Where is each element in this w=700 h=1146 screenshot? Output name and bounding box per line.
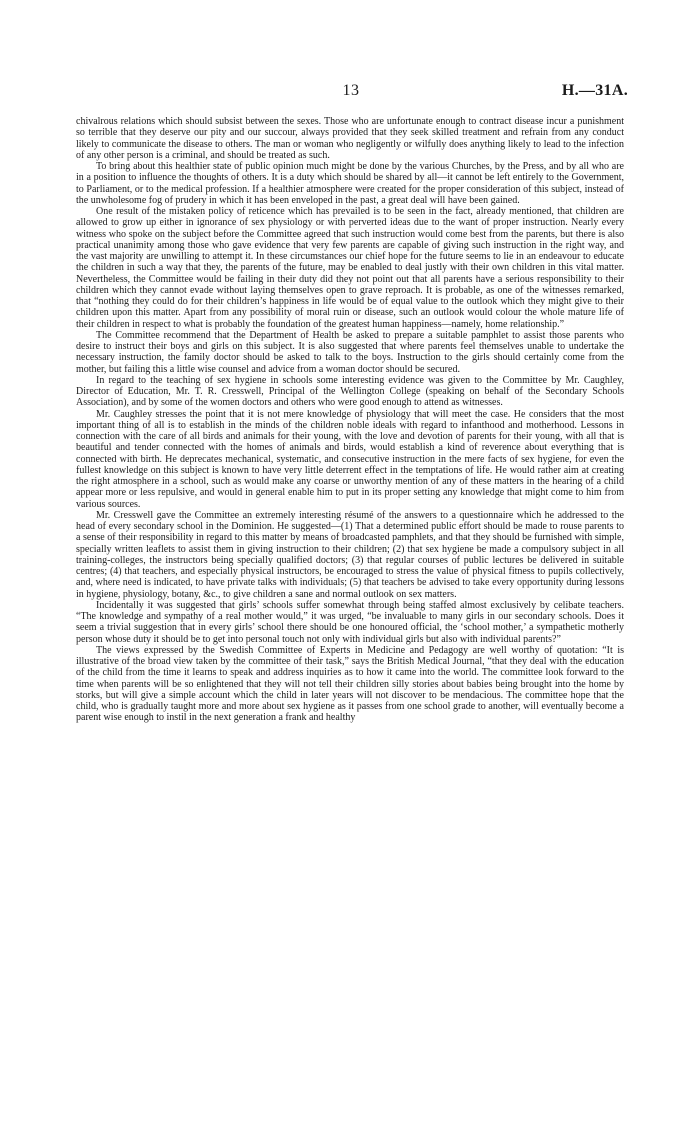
paragraph-recommendation-pamphlet: The Committee recommend that the Department of Health be asked to prepare a suitable pamphlet to assist those parents who desire to instruct their boys and girls on this subject. It is also suggested that where parents feel themselves unable to undertake the necessary instruction, the family doctor should be asked to talk to the boys. Instruction to the girls should certainly come from the mother, but failing this a little wise counsel and advice from a woman doctor should be secured. [76,329,624,375]
paragraph-caughley: Mr. Caughley stresses the point that it is not mere knowledge of physiology that will meet the case. He considers that the most important thing of all is to establish in the minds of the children noble ideals with regard to infanthood and motherhood. Lessons in connection with the care of all birds and animals for their young, with the love and devotion of parents for their young, with all that is beautiful and tender connected with the homes of animals and birds, would establish a kind of reverence about everything that is connected with birth. He deprecates mechanical, systematic, and consecutive instruction in the mere facts of sex hygiene, for even the fullest knowledge on this subject is known to have very little deterrent effect in the temptations of life. He would rather aim at creating the right atmosphere in a school, such as would make any coarse or unworthy mention of any of these matters in the hearing of a child appear more or less repulsive, and would in general enable him to put in its proper setting any knowledge that might come to him from various sources. [76,408,624,510]
paragraph-public-opinion: To bring about this healthier state of public opinion much might be done by the various Churches, by the Press, and by all who are in a position to influence the thoughts of others. It is a duty which should be shared by all—it cannot be left entirely to the Government, to Parliament, or to the medical profession. If a healthier atmosphere were created for the proper consideration of this subject, instead of the unwholesome fog of prudery in which it has been enveloped in the past, a great deal will have been gained. [76,161,624,206]
paragraph-reticence: One result of the mistaken policy of reticence which has prevailed is to be seen in the fact, already mentioned, that children are allowed to grow up either in ignorance of sex physiology or with perverted ideas due to the want of proper instruction. Nearly every witness who spoke on the subject before the Committee agreed that such instruction would come best from the parents, but there is also practical unanimity among those who gave evidence that very few parents are capable of giving such instruction in the right way, and the vast majority are unwilling to attempt it. In these circumstances our chief hope for the future seems to lie in an endeavour to educate the children in such a way that they, the parents of the future, may be enabled to deal justly with their own children in this vital matter. Nevertheless, the Committee would be failing in their duty did they not point out that all parents have a serious responsibility to their children which they cannot evade without laying themselves open to grave reproach. It is probable, as one of the witnesses remarked, that “nothing they could do for their children’s happiness in life would be of equal value to the outlook which they might give to their children upon this matter. Apart from any possibility of moral ruin or disease, such an outlook would colour the whole mature life of their children in respect to what is probably the foundation of the greatest human happiness—namely, home relationship.” [76,206,624,330]
page-header [76,82,626,102]
document-reference: H.—31A. [561,82,628,99]
paragraph-swedish-committee: The views expressed by the Swedish Committee of Experts in Medicine and Pedagogy are well worthy of quotation: “It is illustrative of the broad view taken by the committee of their task,” says the British Medical Journal, “that they deal with the education of the child from the time it learns to speak and address inquiries as to how it came into the world. The committee look forward to the time when parents will be so enlightened that they will not tell their children silly stories about babies being brought into the home by storks, but will give a simple account which the child in later years will not discover to be mendacious. The committee hope that the child, who is gradually taught more and more about sex hygiene as it passes from one school grade to another, will eventually become a parent wise enough to instil in the next generation a frank and healthy [76,644,624,724]
body-text [76,116,624,724]
paragraph-continuation: chivalrous relations which should subsist between the sexes. Those who are unfortunate enough to contract disease incur a punishment so terrible that they deserve our pity and our succour, always provided that they seek skilled treatment and refrain from any conduct likely to communicate the disease to others. The man or woman who negligently or wilfully does anything likely to lead to the infection of any other person is a criminal, and should be treated as such. [76,116,624,161]
paragraph-schools-evidence: In regard to the teaching of sex hygiene in schools some interesting evidence was given to the Committee by Mr. Caughley, Director of Education, Mr. T. R. Cresswell, Principal of the Wellington College (speaking on behalf of the Secondary Schools Association), and by some of the women doctors and others who were good enough to attend as witnesses. [76,374,624,409]
page-number: 13 [342,82,360,99]
paragraph-girls-schools: Incidentally it was suggested that girls’ schools suffer somewhat through being staffed almost exclusively by celibate teachers. “The knowledge and sympathy of a real mother would,” it was urged, “be invaluable to many girls in our secondary schools. Does it seem a trivial suggestion that in every girls’ school there should be one honoured official, the ‘school mother,’ a sympathetic motherly person whose duty it should be to get into personal touch not only with individual girls but also with individual parents?” [76,599,624,645]
paragraph-cresswell: Mr. Cresswell gave the Committee an extremely interesting résumé of the answers to a questionnaire which he addressed to the head of every secondary school in the Dominion. He suggested—(1) That a determined public effort should be made to rouse parents to a sense of their responsibility in regard to this matter by means of broadcasted pamphlets, and that they should be furnished with simple, specially written leaflets to assist them in giving instruction to their children; (2) that sex hygiene be made a compulsory subject in all training-colleges, the instructors being specially qualified doctors; (3) that regular courses of public lectures be delivered in suitable centres; (4) that teachers, and especially physical instructors, be encouraged to stress the value of physical fitness to pupils collectively, and, where need is indicated, to have private talks with individuals; (5) that teachers be advised to take every opportunity during lessons in hygiene, physiology, botany, &c., to give children a sane and normal outlook on sex matters. [76,509,624,600]
